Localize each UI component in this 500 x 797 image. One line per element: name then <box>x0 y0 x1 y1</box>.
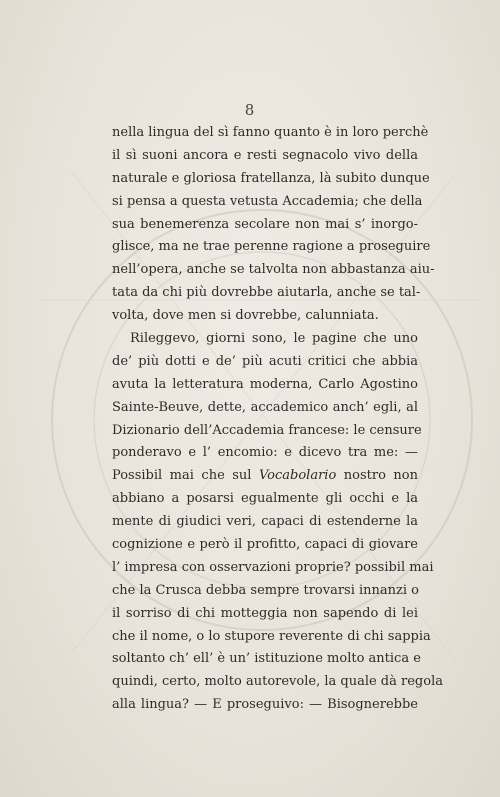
text-line: cognizione e però il profitto, capaci di giovare <box>112 537 418 553</box>
text-line: il sì suoni ancora e resti segnacolo vivo della <box>112 147 418 163</box>
text-line: naturale e gloriosa fratellanza, là subito dunque <box>112 170 430 186</box>
text-line: de’ più dotti e de’ più acuti critici che abbia <box>112 353 418 369</box>
text-fragment: nostro non <box>336 468 418 484</box>
text-line: volta, dove men si dovrebbe, calunniata. <box>112 308 379 324</box>
text-line: soltanto ch’ ell’ è un’ istituzione molto antica e <box>112 651 421 667</box>
text-line: avuta la letteratura moderna, Carlo Agostino <box>112 376 418 392</box>
text-line: il sorriso di chi motteggia non sapendo di lei <box>112 605 418 621</box>
paragraph-1 <box>112 122 435 328</box>
text-line: Dizionario dell’Accademia francese: le censure <box>112 422 422 438</box>
text-line: glisce, ma ne trae perenne ragione a proseguire <box>112 239 431 255</box>
text-line: si pensa a questa vetusta Accademia; che della <box>112 193 423 209</box>
text-line: tata da chi più dovrebbe aiutarla, anche se tal- <box>112 285 421 301</box>
text-line: quindi, certo, molto autorevole, la quale dà regola <box>112 674 443 690</box>
text-line-with-italic <box>112 465 418 488</box>
text-fragment: Possibil mai che sul <box>112 468 259 484</box>
paragraph-2 <box>112 328 443 717</box>
italic-title: Vocabolario <box>258 468 337 484</box>
text-line: nell’opera, anche se talvolta non abbastanza aiu- <box>112 262 435 278</box>
text-line: che il nome, o lo stupore reverente di chi sappia <box>112 628 431 644</box>
text-line: Sainte-Beuve, dette, accademico anch’ egli, al <box>112 399 418 415</box>
text-line: sua benemerenza secolare non mai s’ inorgo- <box>112 216 418 232</box>
text-line: l’ impresa con osservazioni proprie? possibil mai <box>112 559 434 575</box>
body-text <box>112 122 443 717</box>
page-number: 8 <box>244 101 256 119</box>
text-line: nella lingua del sì fanno quanto è in loro perchè <box>112 125 429 140</box>
text-line: mente di giudici veri, capaci di estenderne la <box>112 514 418 530</box>
text-line: Rileggevo, giorni sono, le pagine che uno <box>130 331 418 347</box>
text-line: che la Crusca debba sempre trovarsi innanzi o <box>112 582 420 598</box>
text-line: abbiano a posarsi egualmente gli occhi e la <box>112 491 418 507</box>
text-line: alla lingua? — E proseguivo: — Bisognerebbe <box>112 697 418 713</box>
text-line: ponderavo e l’ encomio: e dicevo tra me: — <box>112 445 418 461</box>
